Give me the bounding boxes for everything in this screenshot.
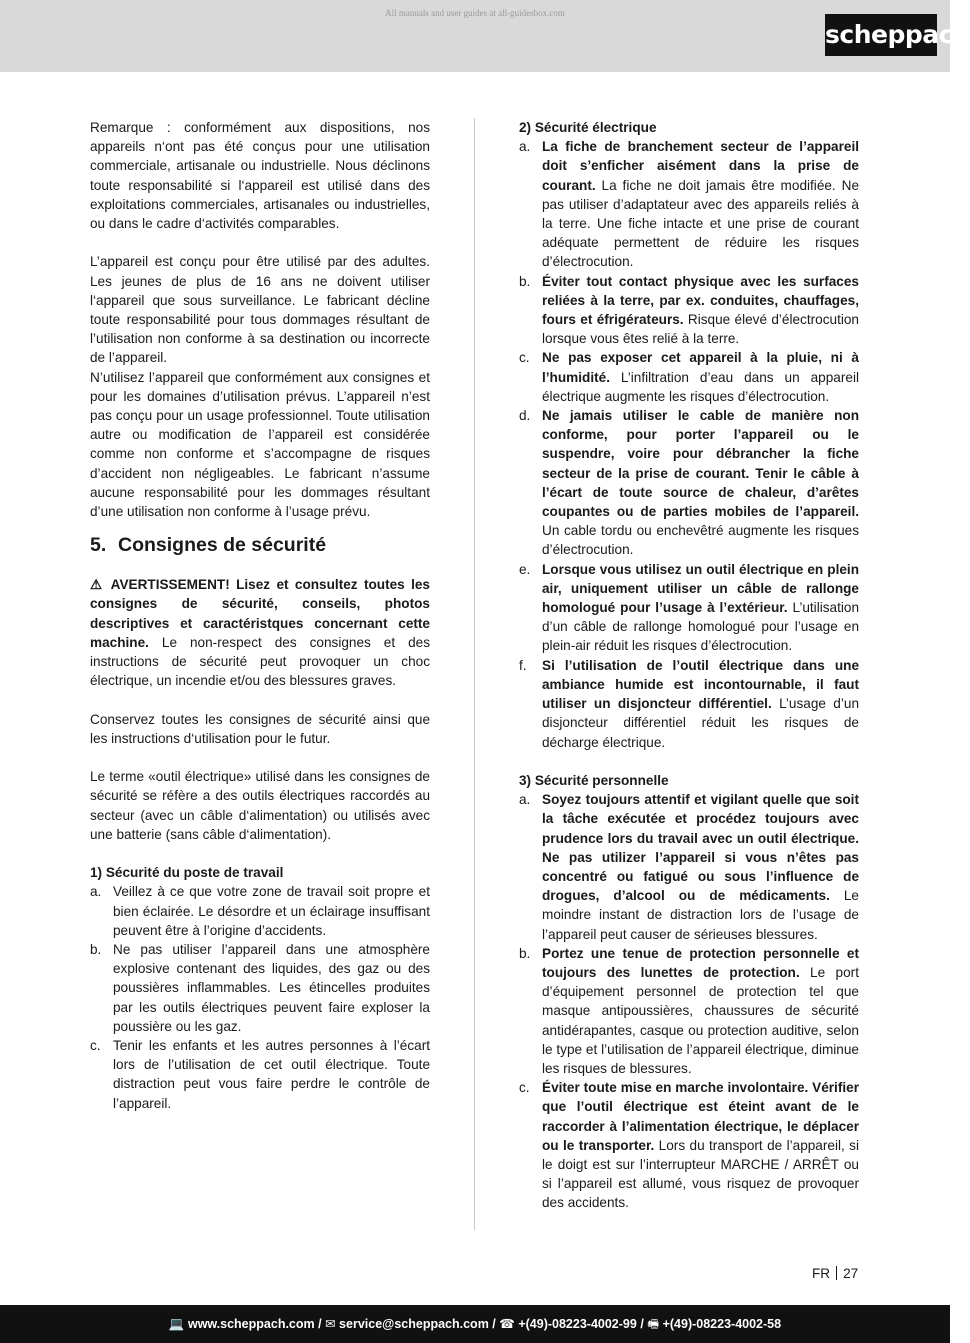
header-bar bbox=[0, 0, 970, 72]
item-normal: L’utilisation d’un câble de rallonge homologué pour l’usage en plein-air réduit les risques d’électrocution. bbox=[542, 600, 860, 654]
item-label: f. bbox=[519, 657, 527, 673]
paragraph-usage: N’utilisez l’appareil que conformément aux consignes et pour les domaines d’utilisation prévus. L’appareil n’est pas conçu pour un usage professionnel. Toute utilisation autre ou modification de l’appareil est considérée comme non conforme et s’accompagne de risques d’accident non négligeables. Le fabricant n’assume aucune responsabilité pour les dommages résultant d’une utilisation non conforme à l’usage prévu. bbox=[90, 369, 430, 520]
item-text bbox=[542, 406, 859, 560]
item-normal: Le moindre instant de distraction lors de l’usage de l’appareil peut causer de sérieuses blessures. bbox=[542, 888, 859, 942]
column-divider bbox=[474, 118, 475, 1230]
item-bold: Lorsque vous utilisez un outil électrique en plein air, uniquement utiliser un câble de rallonge homologué pour l’usage à l’extérieur. bbox=[542, 561, 859, 616]
item-label: a. bbox=[519, 792, 531, 808]
item-bold: Soyez toujours attentif et vigilant quelle que soit la tâche exécutée et procédez toujours avec prudence lors du travail avec un outil électrique. Ne pas utilizer l’appareil si vous n’êtes pas concentré ou fatigué ou sous l’influence de drogues, d’alcool ou de médicaments. bbox=[542, 792, 859, 904]
item-label: d. bbox=[519, 408, 531, 424]
item-bold: Ne jamais utiliser le cable de manière non conforme, pour porter l’appareil ou le suspendre, voire pour débrancher la fiche secteur de la prise de courant. Tenir le câble à l’écart de toute source de chaleur, d’arêtes coupantes ou de parties mobiles de l’appareil. bbox=[542, 408, 859, 520]
item-text bbox=[542, 348, 859, 406]
item-text bbox=[542, 560, 859, 656]
item-text: Ne pas utiliser l’appareil dans une atmosphère explosive contenant des liquides, des gaz ou des poussières inflammables. Les étincelles produites par les outils électriques peuvent faire exploser la poussière ou les gaz. bbox=[113, 942, 430, 1034]
paragraph-adults: L’appareil est conçu pour être utilisé par des adultes. Les jeunes de plus de 16 ans ne doivent utiliser l‘appareil que sous surveillance. Le fabricant décline toute responsabilité pour tous dommages résultant de l’utilisation non conforme à sa destination ou incorrecte de l’appareil. bbox=[90, 254, 430, 366]
item-text bbox=[542, 272, 859, 349]
page-value: 27 bbox=[843, 1266, 859, 1281]
item-normal: Le port d’équipement personnel de protection tel que masque antipoussières, chaussures de sécurité antidérapantes, casque ou protection auditive, selon le type et l’utilisation de l’appareil électrique, diminue les risques de blessures. bbox=[542, 964, 859, 1076]
item-normal: Lors du transport de l’appareil, si le doigt est sur l’interrupteur MARCHE / ARRÊT ou si l’appareil est allumé, vous risquez de provoquer des accidents. bbox=[542, 1137, 859, 1211]
left-column bbox=[90, 118, 430, 1113]
item-text bbox=[542, 944, 859, 1078]
section-heading bbox=[90, 533, 430, 557]
list-item bbox=[519, 656, 859, 752]
page-number bbox=[812, 1266, 858, 1281]
warning-text: Le non-respect des consignes et des instructions de sécurité peut provoquer un choc électrique, un incendie et/ou des blessures graves. bbox=[90, 634, 430, 689]
list-item bbox=[519, 348, 859, 406]
list-item bbox=[519, 944, 859, 1078]
brand-logo: scheppach bbox=[825, 14, 937, 56]
page-separator bbox=[836, 1266, 837, 1280]
section-title: Consignes de sécurité bbox=[118, 534, 327, 557]
item-label: c. bbox=[519, 1080, 530, 1096]
fax-icon: 🖷 bbox=[647, 1317, 660, 1331]
section-number: 5. bbox=[90, 534, 107, 557]
item-bold: Éviter toute mise en marche involontaire. Vérifier que l’outil électrique est éteint avant de le raccorder à l’alimentation électrique, le déplacer ou le transporter. bbox=[542, 1080, 859, 1153]
subheading-personnelle: 3) Sécurité personnelle bbox=[519, 772, 669, 788]
item-label: c. bbox=[519, 350, 530, 366]
footer-fax: +(49)-08223-4002-58 bbox=[662, 1317, 782, 1331]
paragraph-remarque: Remarque : conformément aux dispositions, nos appareils n‘ont pas été conçus pour une utilisation commerciale, artisanale ou industrielle. Nous déclinons toute responsabilité si l‘appareil est utilisé dans des exploitations commerciales, artisanales ou industrielles, ou dans le cadre d‘activités comparables. bbox=[90, 120, 430, 232]
warning-bold: AVERTISSEMENT! Lisez et consultez toutes les consignes de sécurité, conseils, photos descriptives et caractéristques concernant cette machine. bbox=[90, 577, 430, 650]
list-item bbox=[519, 790, 859, 944]
paragraph-conservez: Conservez toutes les consignes de sécurité ainsi que les instructions d‘utilisation pour le futur. bbox=[90, 711, 430, 746]
item-normal: Risque élevé d’électrocution lorsque vous êtes relié à la terre. bbox=[542, 312, 859, 347]
item-text: Tenir les enfants et les autres personnes à l’écart lors de l’utilisation de cet outil électrique. Toute distraction peut vous faire perdre le contrôle de l’appareil. bbox=[113, 1038, 430, 1111]
item-bold: La fiche de branchement secteur de l’appareil doit s’enficher aisément dans la prise de courant. bbox=[542, 139, 859, 193]
list-item bbox=[90, 940, 430, 1036]
item-text bbox=[542, 656, 859, 752]
subheading-electrique: 2) Sécurité électrique bbox=[519, 120, 657, 135]
item-label: a. bbox=[90, 884, 102, 900]
subheading-poste: 1) Sécurité du poste de travail bbox=[90, 865, 284, 881]
watermark-text: All manuals and user guides at all-guidesbox.com bbox=[385, 8, 565, 18]
mail-icon: ✉ bbox=[325, 1317, 336, 1331]
item-label: a. bbox=[519, 139, 531, 155]
item-text bbox=[542, 1078, 859, 1212]
footer-website[interactable]: www.scheppach.com bbox=[187, 1317, 315, 1331]
list-item bbox=[90, 882, 430, 940]
warning-icon: ⚠ bbox=[90, 577, 105, 593]
list-item bbox=[519, 406, 859, 560]
item-normal: L’usage d’un disjoncteur différentiel réduit les risques de décharge électrique. bbox=[542, 696, 860, 750]
phone-icon: ☎ bbox=[499, 1317, 515, 1331]
footer-phone: +(49)-08223-4002-99 bbox=[518, 1317, 637, 1331]
item-label: b. bbox=[519, 273, 531, 289]
item-label: b. bbox=[519, 945, 531, 961]
list-item bbox=[519, 272, 859, 349]
list-item bbox=[90, 1036, 430, 1113]
right-column bbox=[519, 118, 859, 1213]
list-item bbox=[519, 560, 859, 656]
footer-bar bbox=[0, 1305, 950, 1343]
item-text bbox=[542, 790, 859, 944]
item-bold: Portez une tenue de protection personnelle et toujours des lunettes de protection. bbox=[542, 945, 859, 980]
item-bold: Éviter tout contact physique avec les surfaces reliées à la terre, par ex. conduites, chauffages, fours et éfrigérateurs. bbox=[542, 273, 859, 328]
warning-block bbox=[90, 575, 430, 690]
item-text bbox=[542, 137, 859, 271]
item-label: b. bbox=[90, 942, 102, 958]
item-text: Veillez à ce que votre zone de travail soit propre et bien éclairée. Le désordre et un éclairage insuffisant peuvent être à l’origine d’accidents. bbox=[113, 884, 430, 938]
item-normal: La fiche ne doit jamais être modifiée. Ne pas utiliser d’adaptateur avec des appareils reliés à la terre. Une fiche intacte et une prise de courant adéquate permettent de réduire les risques d’électrocution. bbox=[542, 177, 859, 270]
list-item bbox=[519, 137, 859, 271]
footer-email[interactable]: service@scheppach.com bbox=[339, 1317, 489, 1331]
paragraph-terme: Le terme «outil électrique» utilisé dans les consignes de sécurité se réfère a des outils électriques raccordés au secteur (avec un câble d‘alimentation) ou utilisés avec une batterie (sans câble d‘alimentation). bbox=[90, 769, 430, 842]
item-label: e. bbox=[519, 561, 531, 577]
item-label: c. bbox=[90, 1038, 101, 1054]
computer-icon: 💻 bbox=[168, 1317, 185, 1331]
item-normal: L’infiltration d’eau dans un appareil électrique augmente les risques d’électrocution. bbox=[542, 369, 859, 404]
list-item bbox=[519, 1078, 859, 1212]
item-bold: Ne pas exposer cet appareil à la pluie, ni à l’humidité. bbox=[542, 350, 859, 385]
page-lang: FR bbox=[812, 1266, 831, 1281]
footer-separator: / bbox=[492, 1317, 496, 1331]
item-normal: Un cable tordu ou enchevêtré augmente les risques d’électrocution. bbox=[542, 523, 859, 558]
footer-separator: / bbox=[318, 1317, 322, 1331]
item-bold: Si l’utilisation de l’outil électrique dans une ambiance humide est incontournable, il faut utiliser un disjoncteur différentiel. bbox=[542, 657, 859, 712]
footer-separator: / bbox=[640, 1317, 644, 1331]
